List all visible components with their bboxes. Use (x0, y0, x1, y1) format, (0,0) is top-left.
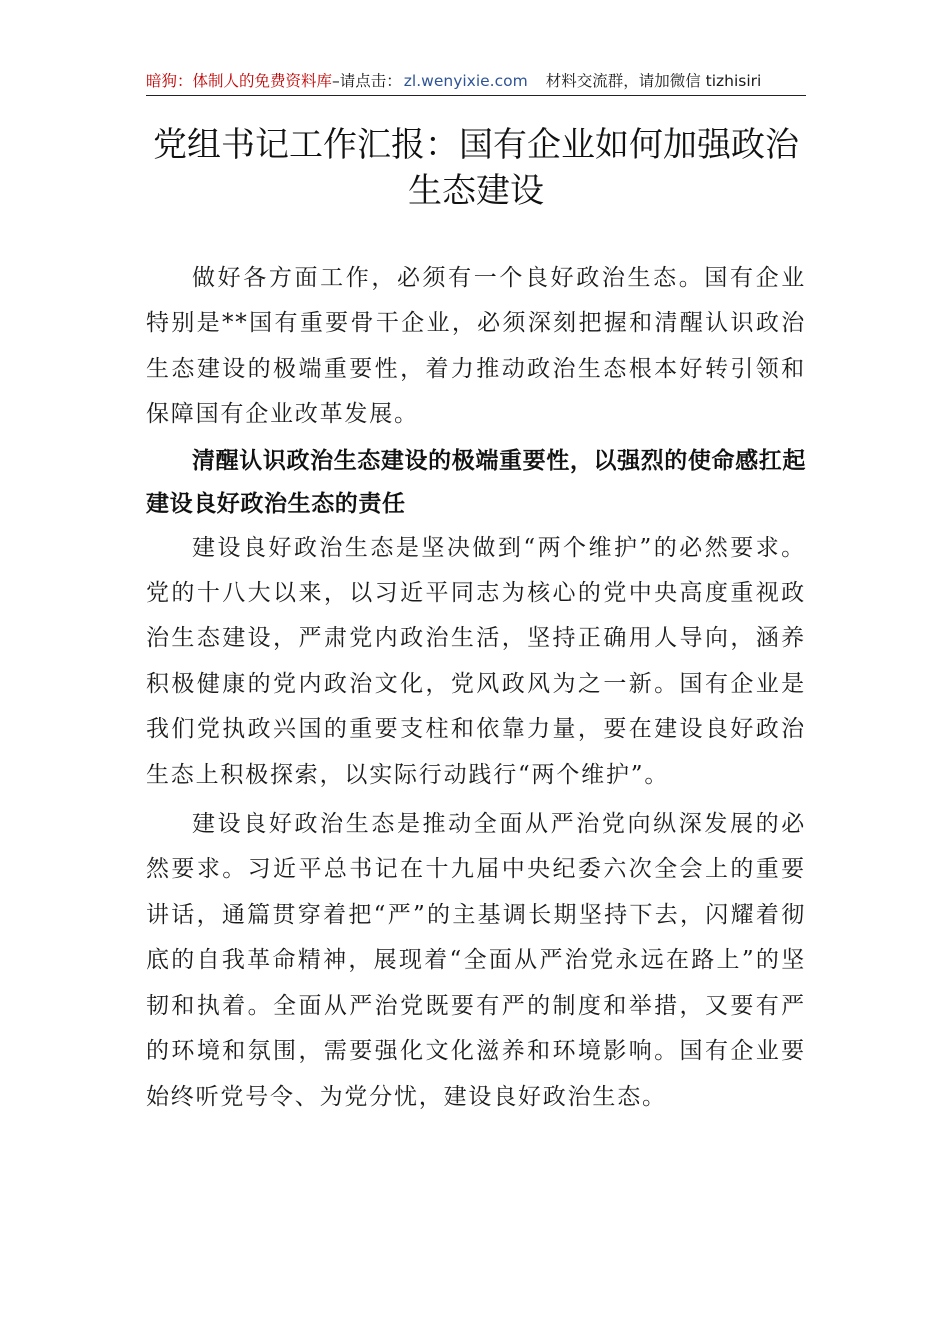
header-brand-text: 暗狗：体制人的免费资料库 (146, 72, 333, 90)
document-body (146, 256, 806, 1120)
page-header (146, 70, 806, 92)
header-url-link[interactable]: zl.wenyixie.com (403, 72, 528, 90)
document-title: 党组书记工作汇报：国有企业如何加强政治生态建设 (153, 125, 799, 211)
body-paragraph: 建设良好政治生态是推动全面从严治党向纵深发展的必然要求。习近平总书记在十九届中央纪委六次全会上的重要讲话，通篇贯穿着把“严”的主基调长期坚持下去，闪耀着彻底的自我革命精神，展现着“全面从严治党永远在路上”的坚韧和执着。全面从严治党既要有严的制度和举措，又要有严的环境和氛围，需要强化文化滋养和环境影响。国有企业要始终听党号令、为党分忧，建设良好政治生态。 (146, 811, 806, 1110)
body-paragraph: 建设良好政治生态是坚决做到“两个维护”的必然要求。党的十八大以来，以习近平同志为核心的党中央高度重视政治生态建设，严肃党内政治生活，坚持正确用人导向，涵养积极健康的党内政治文化，党风政风为之一新。国有企业是我们党执政兴国的重要支柱和依靠力量，要在建设良好政治生态上积极探索，以实际行动践行“两个维护”。 (146, 534, 806, 788)
section-heading: 清醒认识政治生态建设的极端重要性，以强烈的使命感扛起建设良好政治生态的责任 (146, 447, 806, 517)
intro-paragraph: 做好各方面工作，必须有一个良好政治生态。国有企业特别是**国有重要骨干企业，必须深刻把握和清醒认识政治生态建设的极端重要性，着力推动政治生态根本好转引领和保障国有企业改革发展。 (146, 265, 806, 428)
header-prompt-text: –请点击： (332, 72, 402, 90)
header-divider (146, 95, 806, 96)
header-contact-text: 材料交流群，请加微信 tizhisiri (545, 72, 762, 90)
